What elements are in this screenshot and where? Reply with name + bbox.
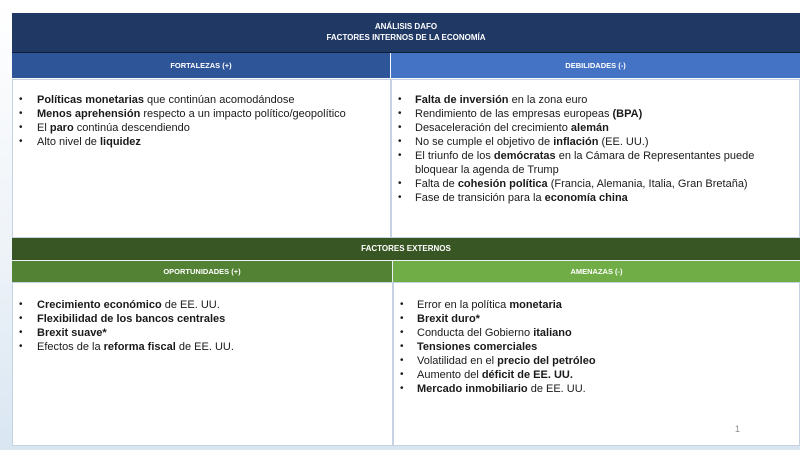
list-item: [392, 107, 799, 121]
item-text: No se cumple el objetivo de: [415, 136, 554, 148]
oportunidades-list: [13, 283, 392, 354]
item-text: Falta de: [415, 178, 458, 190]
amenazas-header: AMENAZAS (-): [393, 261, 800, 282]
list-item: [394, 340, 799, 354]
bold-text: Mercado inmobiliario: [417, 383, 528, 395]
amenazas-list: [394, 283, 799, 396]
bold-text: precio del petróleo: [497, 355, 596, 367]
bullet-icon: •: [400, 383, 404, 394]
list-item: [394, 368, 799, 382]
item-text: de EE. UU.: [527, 383, 586, 395]
list-item: [394, 298, 799, 312]
item-text: Volatilidad en el: [417, 355, 498, 367]
oportunidades-panel: [12, 282, 393, 446]
item-text: Conducta del Gobierno: [417, 327, 534, 339]
item-text: en la zona euro: [508, 94, 588, 106]
bold-text: Menos aprehensión: [37, 108, 141, 120]
item-text: Desaceleración del crecimiento: [415, 122, 571, 134]
item-text: Error en la política: [417, 299, 510, 311]
swot-slide: [12, 13, 800, 445]
item-text: (Francia, Alemania, Italia, Gran Bretaña): [547, 178, 748, 190]
item-text: en la Cámara de Representantes puede bloquear la agenda de Trump: [415, 150, 755, 176]
list-item: [13, 298, 392, 312]
item-text: Alto nivel de: [37, 136, 100, 148]
bullet-icon: •: [398, 192, 402, 203]
list-item: [392, 121, 799, 135]
bold-text: (BPA): [612, 108, 643, 120]
bullet-icon: •: [400, 327, 404, 338]
bullet-icon: •: [19, 327, 23, 338]
bullet-icon: •: [19, 136, 23, 147]
bold-text: Políticas monetarias: [37, 94, 144, 106]
list-item: [13, 326, 392, 340]
title-line-1: ANÁLISIS DAFO: [374, 22, 438, 31]
bullet-icon: •: [19, 313, 23, 324]
list-item: [13, 107, 390, 121]
item-text: El triunfo de los: [415, 150, 494, 162]
bullet-icon: •: [398, 108, 402, 119]
item-text: Rendimiento de las empresas europeas: [415, 108, 613, 120]
bullet-icon: •: [400, 341, 404, 352]
page-number: 1: [734, 424, 740, 434]
list-item: [13, 135, 390, 149]
factores-externos-banner: FACTORES EXTERNOS: [12, 238, 800, 260]
fortalezas-panel: [12, 79, 391, 238]
item-text: (EE. UU.): [598, 136, 649, 148]
list-item: [394, 312, 799, 326]
bullet-icon: •: [400, 313, 404, 324]
item-text: Fase de transición para la: [415, 192, 545, 204]
oportunidades-header: OPORTUNIDADES (+): [12, 261, 392, 282]
list-item: [13, 93, 390, 107]
bullet-icon: •: [398, 136, 402, 147]
bold-text: Crecimiento económico: [37, 299, 162, 311]
bullet-icon: •: [19, 122, 23, 133]
bold-text: alemán: [570, 122, 609, 134]
item-text: de EE. UU.: [175, 341, 234, 353]
list-item: [394, 382, 799, 396]
bullet-icon: •: [400, 299, 404, 310]
bold-text: paro: [49, 122, 74, 134]
bold-text: Tensiones comerciales: [417, 341, 538, 353]
bullet-icon: •: [19, 299, 23, 310]
bold-text: Brexit suave*: [37, 327, 107, 339]
bold-text: italiano: [533, 327, 572, 339]
bullet-icon: •: [398, 94, 402, 105]
list-item: [13, 340, 392, 354]
item-text: El: [37, 122, 50, 134]
item-text: Aumento del: [417, 369, 482, 381]
fortalezas-header: FORTALEZAS (+): [12, 53, 390, 78]
bullet-icon: •: [398, 150, 402, 161]
bullet-icon: •: [19, 94, 23, 105]
title-line-2: FACTORES INTERNOS DE LA ECONOMÍA: [326, 33, 486, 42]
list-item: [392, 177, 799, 191]
list-item: [392, 93, 799, 107]
bold-text: cohesión política: [457, 178, 548, 190]
list-item: [392, 135, 799, 149]
item-text: respecto a un impacto político/geopolítico: [140, 108, 346, 120]
bold-text: reforma fiscal: [103, 341, 176, 353]
debilidades-header: DEBILIDADES (-): [391, 53, 800, 78]
item-text: de EE. UU.: [161, 299, 220, 311]
bold-text: Flexibilidad de los bancos centrales: [37, 313, 226, 325]
title-banner: [12, 13, 800, 53]
bullet-icon: •: [400, 355, 404, 366]
amenazas-panel: [393, 282, 800, 446]
item-text: continúa descendiendo: [73, 122, 190, 134]
list-item: [394, 326, 799, 340]
bold-text: economía china: [544, 192, 628, 204]
bullet-icon: •: [19, 341, 23, 352]
bullet-icon: •: [19, 108, 23, 119]
list-item: [392, 149, 799, 177]
list-item: [13, 121, 390, 135]
bold-text: Falta de inversión: [415, 94, 509, 106]
debilidades-list: [392, 80, 799, 205]
bold-text: déficit de EE. UU.: [481, 369, 573, 381]
item-text: Efectos de la: [37, 341, 104, 353]
bold-text: liquidez: [99, 136, 141, 148]
bold-text: inflación: [553, 136, 599, 148]
debilidades-panel: [391, 79, 800, 238]
item-text: que continúan acomodándose: [144, 94, 295, 106]
list-item: [13, 312, 392, 326]
bullet-icon: •: [398, 122, 402, 133]
list-item: [394, 354, 799, 368]
bullet-icon: •: [398, 178, 402, 189]
list-item: [392, 191, 799, 205]
bold-text: Brexit duro*: [417, 313, 480, 325]
bold-text: monetaria: [509, 299, 562, 311]
bullet-icon: •: [400, 369, 404, 380]
bold-text: demócratas: [493, 150, 556, 162]
fortalezas-list: [13, 80, 390, 149]
